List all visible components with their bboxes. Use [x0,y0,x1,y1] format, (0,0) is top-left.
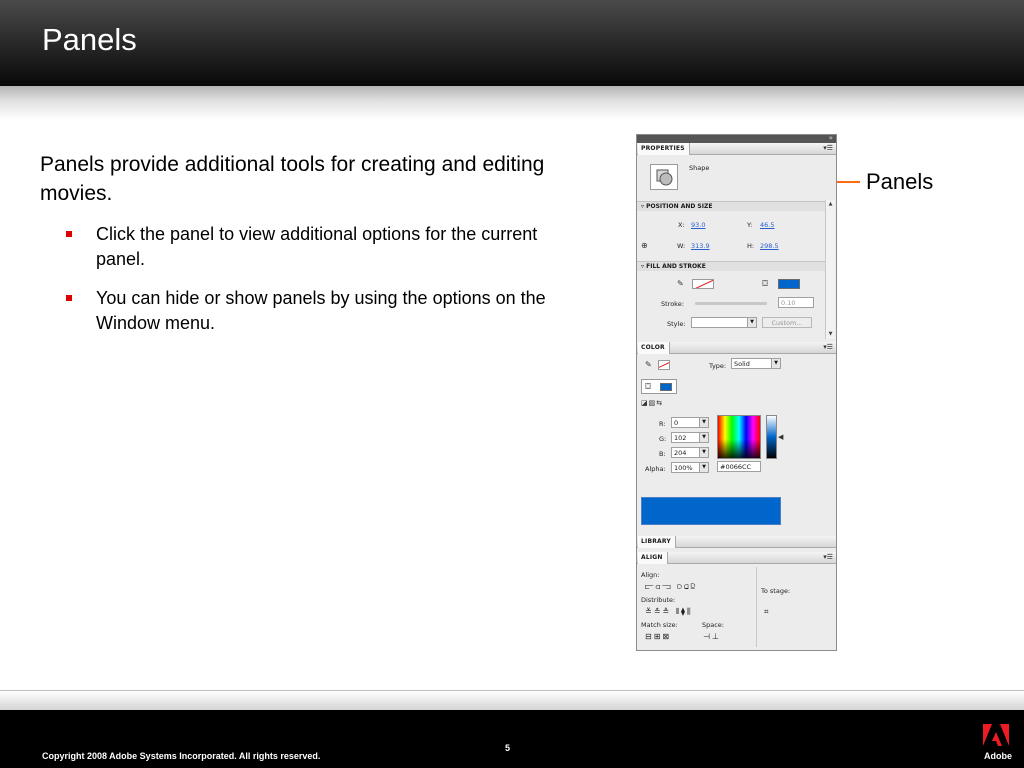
bullet-text: You can hide or show panels by using the options on the Window menu. [96,288,546,333]
panel-stack [636,134,837,651]
adobe-logo-icon [983,724,1009,748]
y-label: Y: [747,221,753,229]
b-label: B: [659,450,666,458]
section-title: FILL AND STROKE [646,263,706,270]
align-panel-header[interactable] [637,552,836,564]
space-buttons-icon[interactable]: ⊣⊥ [703,632,721,641]
type-dropdown[interactable] [731,358,781,369]
panel-menu-icon[interactable]: ▾☰ [823,144,833,152]
callout-label: Panels [866,169,934,194]
scroll-down-icon[interactable]: ▼ [828,331,833,337]
r-label: R: [659,420,666,428]
color-panel-header[interactable] [637,342,836,354]
w-value[interactable]: 313.9 [691,242,710,250]
match-size-buttons-icon[interactable]: ⊟⊞⊠ [645,632,672,641]
stroke-pencil-icon: ✎ [645,360,652,369]
style-dropdown[interactable] [691,317,757,328]
chevron-down-icon: ▼ [699,418,708,427]
tab-library[interactable]: LIBRARY [638,536,676,548]
h-value[interactable]: 298.5 [760,242,779,250]
title-bar [0,0,1024,86]
to-stage-toggle-icon[interactable]: ⌗ [764,607,771,616]
stroke-slider[interactable] [695,302,767,305]
fill-swatch [660,383,672,391]
page-number: 5 [505,743,511,753]
properties-panel-header[interactable] [637,143,836,155]
distribute-buttons-icon[interactable]: ≚≛≙ ⫴⧫⫼ [645,607,693,616]
bullet-list [64,222,584,350]
swap-colors-icon[interactable]: ◪▨⇆ [641,399,664,407]
alpha-value: 100% [674,464,693,472]
tab-color[interactable]: COLOR [638,342,670,354]
section-title: POSITION AND SIZE [646,203,713,210]
fill-swatch-group[interactable] [641,379,677,394]
stroke-value-field[interactable]: 0.10 [778,297,814,308]
x-value[interactable]: 93.0 [691,221,706,229]
chevron-down-icon: ▼ [699,433,708,442]
stroke-swatch[interactable] [658,360,670,370]
fill-stroke-section[interactable] [637,261,825,271]
color-spectrum[interactable] [717,415,761,459]
section-toggle-icon: ▿ [641,263,647,270]
g-value: 102 [674,434,687,442]
bullet-item [64,286,584,336]
adobe-logo-text: Adobe [984,751,1012,761]
x-label: X: [678,221,685,229]
bullet-item [64,222,584,272]
g-field[interactable] [671,432,709,443]
distribute-label: Distribute: [641,596,676,604]
b-value: 204 [674,449,687,457]
hex-field[interactable]: #0066CC [717,461,761,472]
slide-title: Panels [42,22,137,57]
color-preview-swatch [641,497,781,525]
panel-dock-strip [637,135,836,143]
bullet-text: Click the panel to view additional options for the current panel. [96,224,538,269]
lead-paragraph: Panels provide additional tools for creating and editing movies. [40,153,545,205]
tab-properties[interactable]: PROPERTIES [638,143,690,155]
g-label: G: [659,435,667,443]
type-label: Type: [709,362,727,370]
custom-stroke-button[interactable]: Custom... [762,317,812,328]
footer-shadow [0,690,1024,710]
title-shadow [0,86,1024,120]
y-value[interactable]: 46.5 [760,221,775,229]
to-stage-label: To stage: [761,587,791,595]
chevron-down-icon: ▼ [747,318,756,327]
b-field[interactable] [671,447,709,458]
pencil-icon: ✎ [677,279,684,288]
position-size-section[interactable] [637,201,825,211]
paint-bucket-icon: ⛋ [762,279,769,288]
fill-color-swatch[interactable] [778,279,800,289]
slider-pointer-icon[interactable]: ◀ [778,433,784,441]
collapse-panels-icon[interactable]: » [828,134,833,142]
style-label: Style: [667,320,686,328]
alpha-label: Alpha: [645,465,666,473]
brightness-slider[interactable] [766,415,777,459]
tab-align[interactable]: ALIGN [638,552,668,564]
properties-scrollbar[interactable] [825,200,835,339]
chevron-down-icon: ▼ [699,463,708,472]
match-size-label: Match size: [641,621,678,629]
h-label: H: [747,242,755,250]
r-value: 0 [674,419,679,427]
space-label: Space: [702,621,724,629]
w-label: W: [677,242,686,250]
chevron-down-icon: ▼ [699,448,708,457]
bullet-marker-icon [66,231,72,237]
chevron-down-icon: ▼ [771,359,780,368]
library-panel-header[interactable] [637,536,836,548]
panel-menu-icon[interactable]: ▾☰ [823,343,833,351]
lock-ratio-icon[interactable]: ⊕ [641,241,648,250]
type-value: Solid [734,360,750,368]
paint-bucket-icon: ⛋ [645,382,652,391]
alpha-field[interactable] [671,462,709,473]
object-type-label: Shape [689,164,710,172]
copyright-text: Copyright 2008 Adobe Systems Incorporated. All rights reserved. [42,751,321,761]
r-field[interactable] [671,417,709,428]
align-buttons-icon[interactable]: ⫍⫏⫎ ⫐⫑⫒ [645,582,698,591]
bullet-marker-icon [66,295,72,301]
align-label: Align: [641,571,660,579]
stroke-label: Stroke: [661,300,684,308]
panel-menu-icon[interactable]: ▾☰ [823,553,833,561]
scroll-up-icon[interactable]: ▲ [828,201,833,207]
shape-icon [650,164,678,190]
stroke-color-swatch[interactable] [692,279,714,289]
divider [756,567,757,647]
section-toggle-icon: ▿ [641,203,647,210]
